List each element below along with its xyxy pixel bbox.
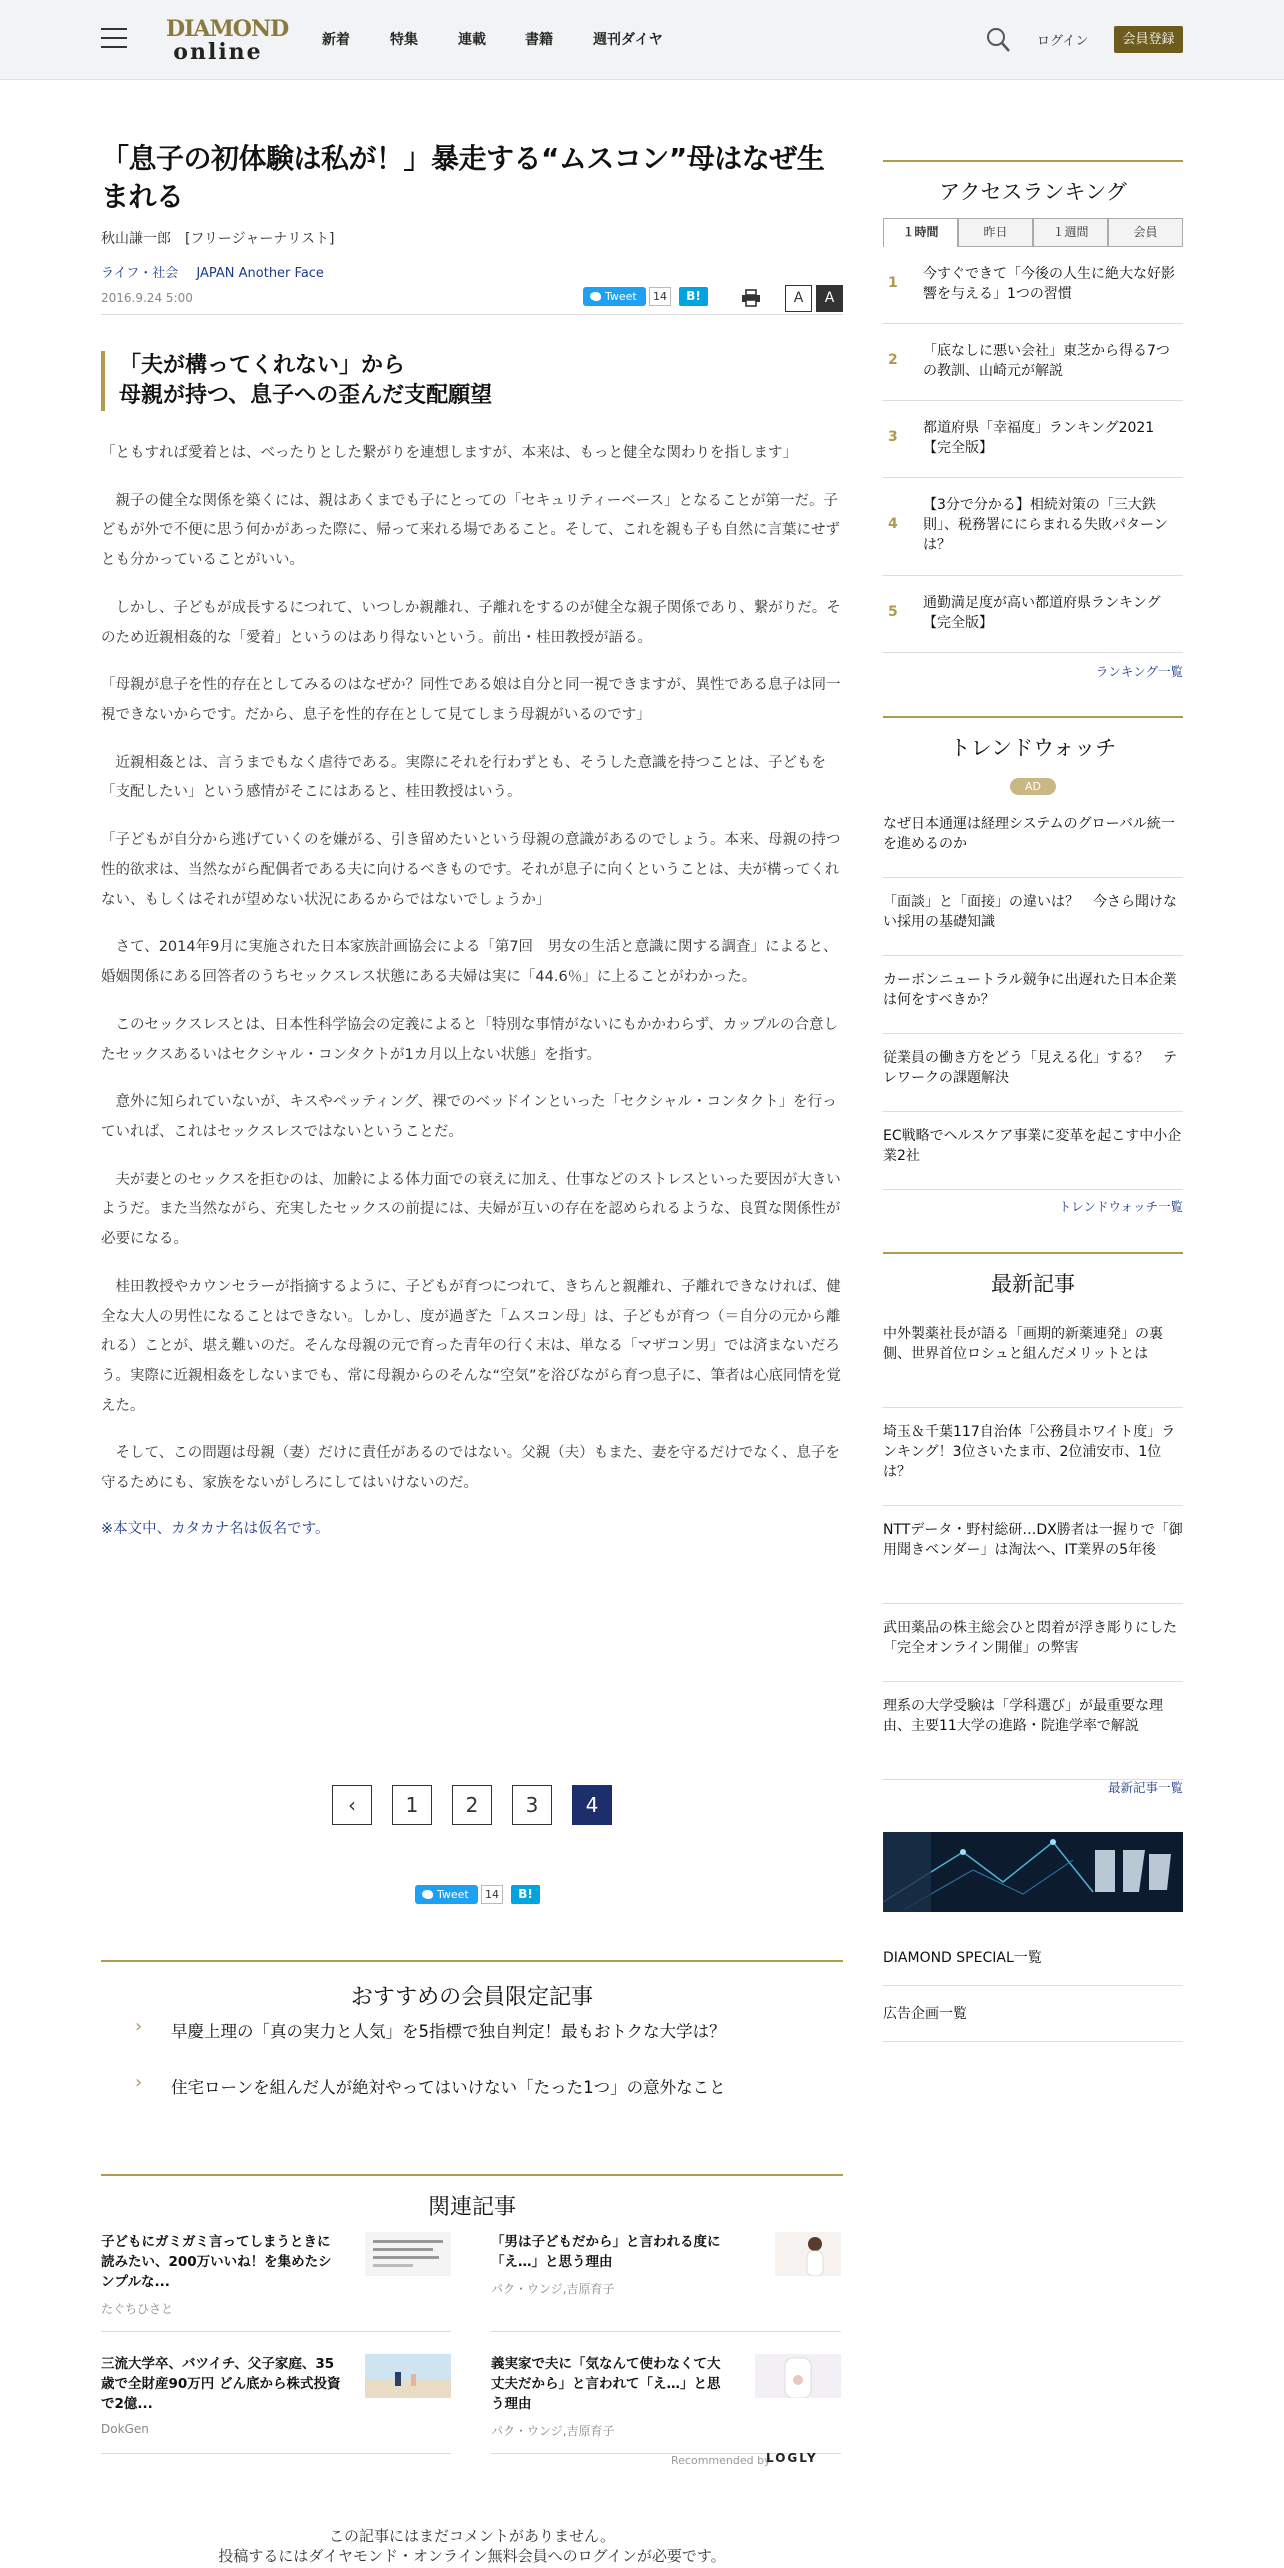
related-article[interactable] [491,2354,841,2454]
latest-item[interactable] [883,1310,1183,1408]
hatena-bookmark-button-bottom[interactable]: B! [511,1885,540,1904]
latest-box [883,1252,1183,1298]
paragraph: 「ともすれば愛着とは、べったりとした繋がりを連想しますが、本来は、もっと健全な関わりを指します」 [101,445,797,461]
latest-title: 最新記事 [883,1252,1183,1298]
hatena-bookmark-button[interactable]: B! [679,287,708,306]
subheading-line-1: 「夫が構ってくれない」から [119,353,406,378]
future-of-work-banner-image[interactable] [883,1832,1183,1912]
pagination-page-1[interactable]: 1 [392,1785,432,1825]
recommended-item-label: 住宅ローンを組んだ人が絶対やってはいけない「たった1つ」の意外なこと [171,2078,726,2097]
trend-item[interactable] [883,1112,1183,1190]
subheading-line-2: 母親が持つ、息子への歪んだ支配願望 [119,383,493,408]
related-article-author: DokGen [101,2422,149,2436]
ranking-item-title: 通勤満足度が高い都道府県ランキング【完全版】 [923,595,1161,631]
recommended-title: おすすめの会員限定記事 [101,1960,843,2011]
related-article-author: パク・ウンジ,吉原育子 [491,2282,615,2296]
site-logo[interactable] [166,16,289,65]
logly-logo[interactable]: LOGLY [766,2451,818,2465]
ranking-number: 1 [888,275,898,291]
related-article-author: たぐちひさと [101,2302,174,2316]
ranking-number: 3 [888,429,898,445]
ranking-tabs [883,218,1183,247]
article-meta [101,285,843,315]
nav-item-weekly[interactable]: 週刊ダイヤ [593,32,663,48]
print-icon[interactable] [741,289,761,307]
ranking-more-link[interactable]: ランキング一覧 [1095,664,1183,679]
article-subheading [101,351,843,411]
comment-notice-line-2: 投稿するにはダイヤモンド・オンライン無料会員へのログインが必要です。 [218,2547,726,2565]
ranking-number: 2 [888,352,898,368]
ranking-number: 4 [888,516,898,532]
paragraph: 桂田教授やカウンセラーが指摘するように、子どもが育つにつれて、きちんと親離れ、子離れできなければ、健全な大人の男性になることはできない。しかし、度が過ぎた「ムスコン母」は、子どもが育つ（＝自分の元から離れる）ことが、堪え難いのだ。そんな母親の元で育った青年の行く末は、単なる「マザコン男」では済まないだろう。実際に近親相姦をしないまでも、常に母親からのそんな“空気”を浴びながら育つ息子に、筆者は心底同情を覚えた。 [101,1278,842,1414]
ad-badge: AD [1010,778,1056,795]
paragraph: しかし、子どもが成長するにつれて、いつしか親離れ、子離れをするのが健全な親子関係であり、繋がりだ。そのため近親相姦的な「愛着」というのはあり得ないという。前出・桂田教授が語る。 [101,599,841,646]
latest-item-title: 埼玉＆千葉117自治体「公務員ホワイト度」ランキング！3位さいたま市、2位浦安市、1位は？ [883,1424,1176,1480]
pagination-page-3[interactable]: 3 [512,1785,552,1825]
trend-item-title: EC戦略でヘルスケア事業に変革を起こす中小企業2社 [883,1128,1182,1164]
ranking-item[interactable] [883,247,1183,324]
comment-notice [101,2526,843,2566]
tweet-count: 14 [649,287,671,306]
latest-item-title: 中外製薬社長が語る「画期的新薬連発」の裏側、世界首位ロシュと組んだメリットとは [883,1326,1163,1362]
article-title: 「息子の初体験は私が！」暴走する“ムスコン”母はなぜ生まれる [101,142,825,213]
trend-more-link[interactable]: トレンドウォッチ一覧 [1058,1199,1183,1214]
ranking-number: 5 [888,604,898,620]
tweet-button-bottom[interactable]: Tweet [415,1885,478,1904]
ranking-item[interactable] [883,401,1183,478]
login-link[interactable]: ログイン [1037,34,1089,49]
nav-item-series[interactable]: 連載 [458,32,486,48]
pagination-prev-button[interactable]: ‹ [332,1785,372,1825]
ranking-box [883,160,1183,206]
sidebar-link-ad-projects[interactable]: 広告企画一覧 [883,1986,1183,2042]
ranking-item-title: 「底なしに悪い会社」東芝から得る7つの教訓、山崎元が解説 [923,343,1170,379]
trend-item-title: カーボンニュートラル競争に出遅れた日本企業は何をすべきか？ [883,972,1177,1008]
paragraph: 夫が妻とのセックスを拒むのは、加齢による体力面での衰えに加え、仕事などのストレスといった要因が大きいようだ。また当然ながら、充実したセックスの前提には、夫婦が互いの存在を認められるような、良質な関係性が必要になる。 [101,1171,841,1248]
trend-item[interactable] [883,878,1183,956]
article-body [101,439,843,1538]
article-note: ※本文中、カタカナ名は仮名です。 [101,1520,330,1537]
latest-item[interactable] [883,1682,1183,1780]
logo-top: DIAMOND [166,16,289,42]
recommended-by-label: Recommended by [671,2454,771,2467]
paragraph: さて、2014年9月に実施された日本家族計画協会による「第7回 男女の生活と意識に関する調査」によると、婚姻関係にある回答者のうちセックスレス状態にある夫婦は実に「44.6％」に上ることがわかった。 [101,939,838,986]
ranking-item-title: 都道府県「幸福度」ランキング2021【完全版】 [923,420,1155,456]
latest-item-title: 理系の大学受験は「学科選び」が最重要な理由、主要11大学の進路・院進学率で解説 [883,1698,1163,1734]
latest-item[interactable] [883,1604,1183,1682]
category-link-life[interactable]: ライフ・社会 [101,266,179,281]
tweet-button[interactable]: Tweet [583,287,646,306]
chevron-right-icon: › [135,2016,143,2037]
ranking-item[interactable] [883,478,1183,576]
paragraph: 親子の健全な関係を築くには、親はあくまでも子にとっての「セキュリティーベース」となることが第一だ。子どもが外で不便に思う何かがあった際に、帰って来れる場であること。そして、これを親も子も自然に言葉にせずとも分かっていることがいい。 [101,492,841,569]
register-button[interactable]: 会員登録 [1114,26,1183,53]
trend-title: トレンドウォッチ [883,716,1183,762]
related-title: 関連記事 [101,2174,843,2221]
paragraph: このセックスレスとは、日本性科学協会の定義によると「特別な事情がないにもかかわらず、カップルの合意したセックスあるいはセクシャル・コンタクトが1カ月以上ない状態」を指す。 [101,1016,839,1063]
nav-item-new[interactable]: 新着 [322,32,350,48]
ranking-item[interactable] [883,324,1183,401]
latest-item-title: 武田薬品の株主総会ひと悶着が浮き彫りにした「完全オンライン開催」の弊害 [883,1620,1177,1656]
related-article-title: 「男は子どもだから」と言われる度に「え…」と思う理由 [491,2234,721,2270]
pagination-page-2[interactable]: 2 [452,1785,492,1825]
related-article[interactable] [101,2232,451,2332]
tweet-count-bottom: 14 [481,1885,503,1904]
nav-item-books[interactable]: 書籍 [525,32,553,48]
tab-members[interactable]: 会員 [1108,218,1183,247]
trend-box [883,716,1183,762]
trend-item[interactable] [883,956,1183,1034]
sidebar-link-diamond-special[interactable]: DIAMOND SPECIAL一覧 [883,1930,1183,1986]
latest-item[interactable] [883,1506,1183,1604]
related-article-title: 子どもにガミガミ言ってしまうときに読みたい、200万いいね！を集めたシンプルな... [101,2234,332,2290]
nav-item-feature[interactable]: 特集 [390,32,418,48]
related-article-title: 義実家で夫に「気なんて使わなくて大丈夫だから」と言われて「え…」と思う理由 [491,2356,721,2412]
latest-item[interactable] [883,1408,1183,1506]
related-thumbnail-image [755,2354,841,2398]
related-article[interactable] [101,2354,451,2454]
related-article-title: 三流大学卒、バツイチ、父子家庭、35歳で全財産90万円 どん底から株式投資で2億... [101,2356,341,2412]
paragraph: 意外に知られていないが、キスやペッティング、裸でのベッドインといった「セクシャル・コンタクト」を行っていれば、これはセックスレスではないということだ。 [101,1094,837,1140]
site-header [0,0,1284,80]
article-categories [101,262,843,281]
trend-item-title: 従業員の働き方をどう「見える化」する？ テレワークの課題解決 [883,1050,1177,1086]
search-icon[interactable] [986,27,1010,53]
category-link-japan[interactable]: JAPAN Another Face [196,266,324,281]
tab-1week[interactable]: １週間 [1033,218,1108,247]
article-author[interactable]: 秋山謙一郎 [フリージャーナリスト] [101,231,335,247]
chevron-right-icon: › [135,2072,143,2093]
related-article-author: パク・ウンジ,吉原育子 [491,2424,615,2438]
ranking-item-title: 今すぐできて「今後の人生に絶大な好影響を与える」1つの習慣 [923,266,1175,302]
tab-yesterday[interactable]: 昨日 [958,218,1033,247]
related-thumbnail-image [365,2232,451,2276]
recommended-item-label: 早慶上理の「真の実力と人気」を5指標で独自判定！最もおトクな大学は？ [171,2022,726,2041]
ranking-title: アクセスランキング [883,160,1183,206]
article-main [101,140,843,1538]
related-thumbnail-image [365,2354,451,2398]
paragraph: そして、この問題は母親（妻）だけに責任があるのではない。父親（夫）もまた、妻を守るだけでなく、息子を守るためにも、家族をないがしろにしてはいけないのだ。 [101,1445,840,1492]
article-date: 2016.9.24 5:00 [101,291,193,305]
latest-item-title: NTTデータ・野村総研…DX勝者は一握りで「御用聞きベンダー」は淘汰へ、IT業界の5年後 [883,1522,1183,1558]
related-article[interactable] [491,2232,841,2332]
paragraph: 近親相姦とは、言うまでもなく虐待である。実際にそれを行わずとも、そうした意識を持つことは、子どもを「支配したい」という感情がそこにはあると、桂田教授はいう。 [101,754,826,801]
trend-item[interactable] [883,800,1183,878]
latest-more-link[interactable]: 最新記事一覧 [1107,1780,1183,1795]
trend-item-title: 「面談」と「面接」の違いは？ 今さら聞けない採用の基礎知識 [883,894,1177,930]
paragraph: 「子どもが自分から逃げていくのを嫌がる、引き留めたいという母親の意識があるのでしょう。本来、母親の持つ性的欲求は、当然ながら配偶者である夫に向けるべきものです。それが息子に向くということは、夫が構ってくれない、もしくはそれが望めない状況にあるからではないでしょうか」 [101,832,841,908]
trend-item-title: なぜ日本通運は経理システムのグローバル統一を進めるのか [883,816,1175,852]
logo-bottom: online [173,39,263,65]
related-thumbnail-image [775,2232,841,2276]
ranking-item-title: 【3分で分かる】相続対策の「三大鉄則」、税務署ににらまれる失敗パターンは？ [923,497,1168,553]
pagination-page-4[interactable]: 4 [572,1785,612,1825]
font-size-large-button[interactable]: A [816,285,843,312]
comment-notice-line-1: この記事にはまだコメントがありません。 [329,2527,615,2545]
ranking-item[interactable] [883,576,1183,653]
paragraph: 「母親が息子を性的存在としてみるのはなぜか？同性である娘は自分と同一視できますが、異性である息子は同一視できないからです。だから、息子を性的存在として見てしまう母親がいるのです」 [101,677,841,724]
font-size-small-button[interactable]: A [785,285,812,312]
hamburger-menu-icon[interactable] [101,28,127,50]
tab-1hour[interactable]: １時間 [883,218,958,247]
trend-item[interactable] [883,1034,1183,1112]
